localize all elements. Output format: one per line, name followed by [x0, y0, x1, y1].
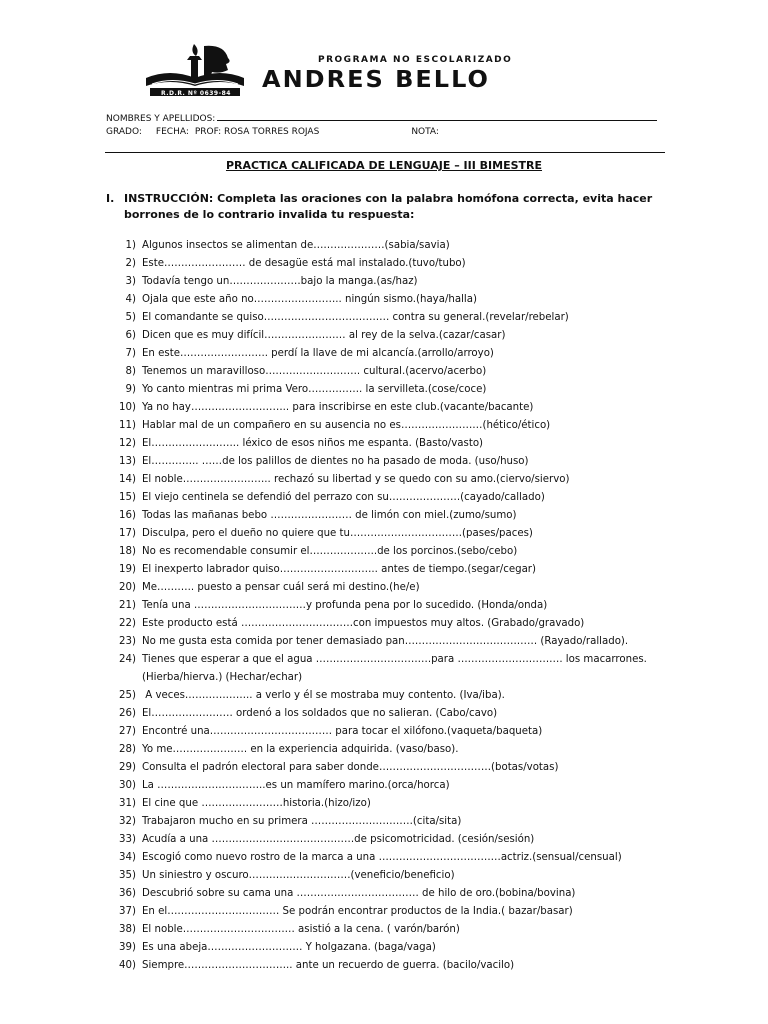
item-number: 7)	[125, 348, 136, 359]
item-number: 29)	[119, 762, 136, 773]
list-item	[106, 345, 686, 363]
item-text: Este…………………… de desagüe está mal instalado.(tuvo/tubo)	[142, 258, 466, 269]
list-item	[106, 831, 686, 849]
list-item	[106, 651, 686, 687]
teacher-name: PROF: ROSA TORRES ROJAS	[194, 127, 320, 137]
list-item	[106, 687, 686, 705]
list-item	[106, 291, 686, 309]
item-number: 2)	[125, 258, 136, 269]
item-text: En el…………………………… Se podrán encontrar productos de la India.( bazar/basar)	[142, 906, 573, 917]
item-number: 32)	[119, 816, 136, 827]
item-number: 28)	[119, 744, 136, 755]
item-number: 27)	[119, 726, 136, 737]
item-text: No es recomendable consumir el………………..de los porcinos.(sebo/cebo)	[142, 546, 518, 557]
item-text: El…………………… ordenó a los soldados que no salieran. (Cabo/cavo)	[142, 708, 498, 719]
item-number: 20)	[119, 582, 136, 593]
instruction-text: INSTRUCCIÓN: Completa las oraciones con la palabra homófona correcta, evita hacer borrones de lo contrario invalida tu respuesta:	[124, 192, 653, 221]
item-number: 18)	[119, 546, 136, 557]
list-item	[106, 759, 686, 777]
list-item	[106, 453, 686, 471]
item-number: 30)	[119, 780, 136, 791]
list-item	[106, 597, 686, 615]
item-number: 36)	[119, 888, 136, 899]
list-item	[106, 921, 686, 939]
item-text: En este…………………….. perdí la llave de mi alcancía.(arrollo/arroyo)	[142, 348, 494, 359]
list-item	[106, 471, 686, 489]
item-number: 23)	[119, 636, 136, 647]
list-item	[106, 525, 686, 543]
item-number: 38)	[119, 924, 136, 935]
list-item	[106, 957, 686, 975]
item-text: Tienes que esperar a que el agua …………………………….para …………………………. los macarrones. (Hierba/hierva.) (Hechar/echar)	[142, 654, 647, 683]
list-item	[106, 237, 686, 255]
note-label: NOTA:	[411, 127, 439, 137]
item-text: Siempre………………………….. ante un recuerdo de guerra. (bacilo/vacilo)	[142, 960, 515, 971]
names-input-line[interactable]	[217, 111, 657, 121]
list-item	[106, 867, 686, 885]
list-item	[106, 939, 686, 957]
item-number: 4)	[125, 294, 136, 305]
list-item	[106, 813, 686, 831]
item-number: 12)	[119, 438, 136, 449]
item-number: 37)	[119, 906, 136, 917]
item-text: El…………………….. léxico de esos niños me espanta. (Basto/vasto)	[142, 438, 484, 449]
item-text: Disculpa, pero el dueño no quiere que tu……………………………(pases/paces)	[142, 528, 533, 539]
item-number: 25)	[119, 690, 136, 701]
school-name: ANDRES BELLO	[262, 66, 490, 93]
list-item	[106, 399, 686, 417]
item-text: Todavía tengo un…………………bajo la manga.(as/haz)	[142, 276, 418, 287]
item-text: Acudía a una ……………………………………de psicomotricidad. (cesión/sesión)	[142, 834, 535, 845]
item-number: 14)	[119, 474, 136, 485]
item-text: Consulta el padrón electoral para saber donde……………………………(botas/votas)	[142, 762, 559, 773]
item-text: Es una abeja………………………. Y holgazana. (baga/vaga)	[142, 942, 436, 953]
item-number: 5)	[125, 312, 136, 323]
item-text: Me……….. puesto a pensar cuál será mi destino.(he/e)	[142, 582, 420, 593]
item-number: 26)	[119, 708, 136, 719]
list-item	[106, 381, 686, 399]
item-text: El noble…………………….. rechazó su libertad y se quedo con su amo.(ciervo/siervo)	[142, 474, 570, 485]
grade-row	[106, 127, 439, 137]
item-number: 10)	[119, 402, 136, 413]
list-item	[106, 561, 686, 579]
item-text: Trabajaron mucho en su primera …………………………(cita/sita)	[142, 816, 462, 827]
item-number: 6)	[125, 330, 136, 341]
instruction-block	[106, 191, 666, 223]
item-number: 31)	[119, 798, 136, 809]
list-item	[106, 723, 686, 741]
list-item	[106, 489, 686, 507]
item-text: Hablar mal de un compañero en su ausencia no es……………………(hético/ético)	[142, 420, 551, 431]
item-text: La …………………………..es un mamífero marino.(orca/horca)	[142, 780, 450, 791]
page-title: PRACTICA CALIFICADA DE LENGUAJE – III BIMESTRE	[225, 159, 543, 172]
item-number: 34)	[119, 852, 136, 863]
item-text: El cine que ……………………historia.(hizo/izo)	[142, 798, 371, 809]
list-item	[106, 327, 686, 345]
item-text: El comandante se quiso………………………………. contra su general.(revelar/rebelar)	[142, 312, 569, 323]
item-number: 40)	[119, 960, 136, 971]
item-number: 16)	[119, 510, 136, 521]
item-number: 33)	[119, 834, 136, 845]
list-item	[106, 255, 686, 273]
item-text: El inexperto labrador quiso……………………….. antes de tiempo.(segar/cegar)	[142, 564, 536, 575]
item-text: Un siniestro y oscuro…………………………(veneficio/beneficio)	[142, 870, 455, 881]
list-item	[106, 633, 686, 651]
item-text: El noble…………………………… asistió a la cena. ( varón/barón)	[142, 924, 460, 935]
list-item	[106, 849, 686, 867]
item-text: Escogió como nuevo rostro de la marca a una ………………………………actriz.(sensual/censual)	[142, 852, 622, 863]
header-divider	[105, 152, 665, 153]
logo-code: R.D.R. Nº 0639-84	[161, 90, 231, 97]
list-item	[106, 579, 686, 597]
item-text: A veces……………….. a verlo y él se mostraba muy contento. (Iva/iba).	[142, 690, 505, 701]
item-number: 13)	[119, 456, 136, 467]
list-item	[106, 705, 686, 723]
item-text: Ojala que este año no…………………….. ningún sismo.(haya/halla)	[142, 294, 477, 305]
names-row	[106, 111, 657, 124]
list-item	[106, 741, 686, 759]
item-text: Algunos insectos se alimentan de…………………(sabia/savia)	[142, 240, 450, 251]
item-text: Encontré una……………………………… para tocar el xilófono.(vaqueta/baqueta)	[142, 726, 543, 737]
list-item	[106, 309, 686, 327]
item-number: 19)	[119, 564, 136, 575]
item-number: 15)	[119, 492, 136, 503]
names-label: NOMBRES Y APELLIDOS:	[106, 114, 216, 124]
list-item	[106, 273, 686, 291]
item-number: 3)	[125, 276, 136, 287]
item-text: El………….. ……de los palillos de dientes no ha pasado de moda. (uso/huso)	[142, 456, 529, 467]
item-number: 1)	[125, 240, 136, 251]
item-number: 11)	[119, 420, 136, 431]
item-text: Descubrió sobre su cama una ……………………………… de hilo de oro.(bobina/bovina)	[142, 888, 576, 899]
exercise-list	[106, 237, 686, 975]
item-text: El viejo centinela se defendió del perrazo con su…………………(cayado/callado)	[142, 492, 545, 503]
list-item	[106, 885, 686, 903]
item-text: Todas las mañanas bebo …………………… de limón con miel.(zumo/sumo)	[142, 510, 517, 521]
list-item	[106, 507, 686, 525]
item-text: Yo canto mientras mi prima Vero……………. la servilleta.(cose/coce)	[142, 384, 487, 395]
list-item	[106, 615, 686, 633]
program-name: PROGRAMA NO ESCOLARIZADO	[318, 55, 513, 65]
item-text: Tenemos un maravilloso………………………. cultural.(acervo/acerbo)	[142, 366, 487, 377]
item-number: 8)	[125, 366, 136, 377]
instruction-number: I.	[106, 192, 115, 205]
item-text: Este producto está ……………………………con impuestos muy altos. (Grabado/gravado)	[142, 618, 585, 629]
list-item	[106, 543, 686, 561]
item-text: No me gusta esta comida por tener demasiado pan………………………………… (Rayado/rallado).	[142, 636, 629, 647]
item-number: 9)	[125, 384, 136, 395]
list-item	[106, 795, 686, 813]
item-number: 39)	[119, 942, 136, 953]
list-item	[106, 903, 686, 921]
item-text: Yo me…………………. en la experiencia adquirida. (vaso/baso).	[142, 744, 459, 755]
item-text: Ya no hay……………………….. para inscribirse en este club.(vacante/bacante)	[142, 402, 534, 413]
item-number: 22)	[119, 618, 136, 629]
list-item	[106, 777, 686, 795]
item-text: Tenía una ……………………………y profunda pena por lo sucedido. (Honda/onda)	[142, 600, 548, 611]
grade-label: GRADO:	[106, 127, 142, 137]
item-text: Dicen que es muy difícil…………………… al rey de la selva.(cazar/casar)	[142, 330, 506, 341]
item-number: 21)	[119, 600, 136, 611]
item-number: 17)	[119, 528, 136, 539]
list-item	[106, 417, 686, 435]
item-number: 24)	[119, 654, 136, 665]
item-number: 35)	[119, 870, 136, 881]
date-label: FECHA:	[155, 127, 189, 137]
list-item	[106, 363, 686, 381]
list-item	[106, 435, 686, 453]
